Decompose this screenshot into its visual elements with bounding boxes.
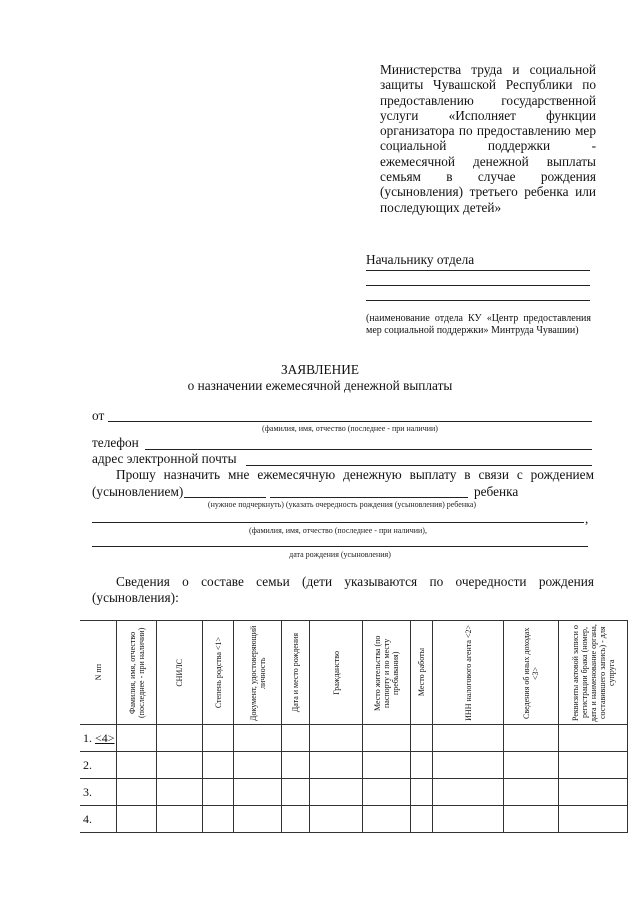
from-input[interactable] [108, 421, 592, 422]
family-text: Сведения о составе семьи (дети указываются по очередности рождения (усыновления): [92, 574, 594, 605]
col-header: Реквизиты актовой записи о регистрации брака (номер, дата и наименование органа, составившего запись) - для супруга [570, 623, 616, 722]
col-header: Документ, удостоверяющий личность [248, 624, 267, 721]
doc-subtitle: о назначении ежемесячной денежной выплаты [187, 378, 453, 393]
col-header: Сведения об иных доходах <3> [522, 626, 540, 719]
row-number[interactable]: 1. <4> [80, 725, 117, 752]
col-header: ИНН налогового агента <2> [463, 624, 473, 721]
doc-title: ЗАЯВЛЕНИЕ [281, 362, 359, 377]
to-head-label: Начальнику отдела [366, 252, 475, 267]
row-number[interactable]: 3. [80, 779, 117, 806]
table-row [80, 806, 628, 833]
dept-line-2[interactable] [366, 285, 590, 286]
table-row [80, 725, 628, 752]
email-input[interactable] [246, 465, 592, 466]
table-row [80, 779, 628, 806]
child-dob-hint: дата рождения (усыновления) [289, 550, 391, 559]
col-header: Гражданство [331, 650, 341, 695]
dept-hint: (наименование отдела КУ «Центр предоставления мер социальной поддержки» Минтруда Чувашии) [366, 313, 591, 336]
child-order-input[interactable] [270, 497, 468, 498]
row-number[interactable]: 2. [80, 752, 117, 779]
footnote-link[interactable]: <4> [95, 730, 115, 745]
col-header: Степень родства <1> [213, 636, 223, 709]
dept-line-1[interactable] [366, 270, 590, 271]
col-header: Место жительства (по паспорту и по месту пребывания) [373, 634, 400, 711]
child-name-hint: (фамилия, имя, отчество (последнее - при наличии), [249, 526, 427, 535]
comma: , [585, 511, 589, 526]
phone-label: телефон [92, 435, 139, 450]
child-dob-input[interactable] [92, 546, 588, 547]
from-hint: (фамилия, имя, отчество (последнее - при наличии) [262, 424, 438, 433]
underline-choice[interactable] [184, 497, 266, 498]
child-name-input[interactable] [92, 522, 584, 523]
col-header: N пп [93, 664, 103, 681]
table-row [80, 752, 628, 779]
col-header: Дата и место рождения [291, 632, 300, 713]
phone-input[interactable] [145, 449, 592, 450]
from-label: от [92, 408, 105, 423]
child-label: ребенка [474, 484, 519, 499]
col-header: СНИЛС [175, 658, 184, 687]
request-hint: (нужное подчеркнуть) (указать очередность рождения (усыновления) ребенка) [207, 500, 477, 509]
addressee-block: Министерства труда и социальной защиты Чувашской Республики по предоставлению государственной услуги «Исполняет функции организатора по предоставлению мер социальной поддержки - ежемесячной денежной выплаты семьям в случае рождения (усыновления) третьего ребенка или последующих детей» [380, 62, 596, 215]
family-table [80, 620, 628, 833]
col-header: Фамилия, имя, отчество (последнее - при наличии) [127, 627, 146, 718]
row-number[interactable]: 4. [80, 806, 117, 833]
dept-line-3[interactable] [366, 300, 590, 301]
col-header: Место работы [417, 648, 426, 697]
request-text-2: (усыновлением) [92, 484, 184, 499]
request-text: Прошу назначить мне ежемесячную денежную выплату в связи с рождением [116, 467, 594, 482]
email-label: адрес электронной почты [92, 451, 237, 466]
